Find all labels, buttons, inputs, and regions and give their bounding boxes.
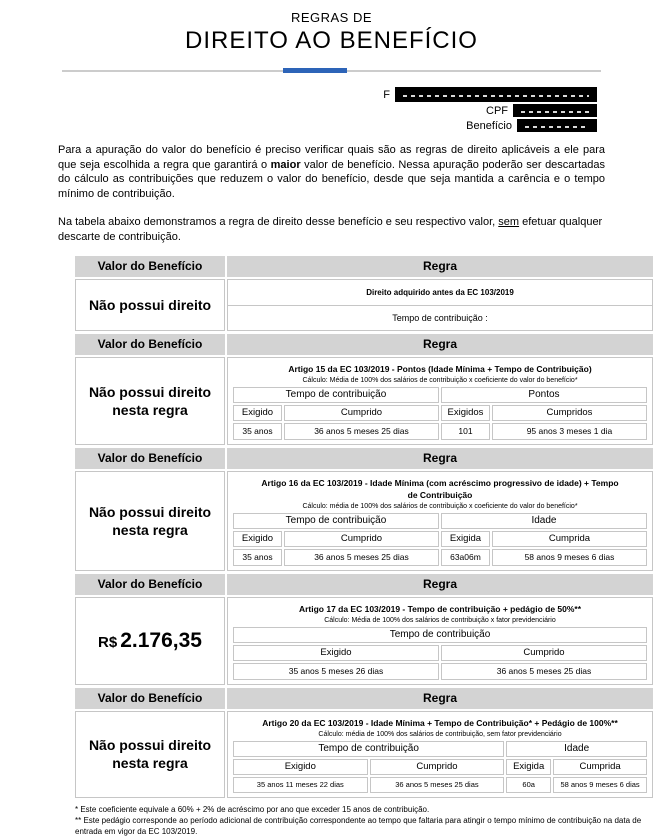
section-header (75, 448, 653, 469)
intro-2-text-after: efetuar qualquer descarte de contribuição. (58, 215, 603, 243)
criteria-value: 36 anos 5 meses 25 dias (284, 423, 439, 440)
criteria-col-header: Cumpridos (492, 405, 647, 421)
redacted-cpf-value (513, 104, 597, 117)
header-divider (62, 70, 601, 72)
criteria-value: 58 anos 9 meses 6 dias (553, 777, 647, 793)
criteria-table (231, 739, 649, 795)
criteria-col-header: Cumprido (370, 759, 505, 775)
rule-detail-cell (227, 357, 653, 445)
rule-section-artigo-16 (75, 448, 653, 571)
redacted-benefit-value (517, 119, 597, 132)
criteria-col-header: Exigida (506, 759, 551, 775)
currency-symbol: R$ (98, 634, 118, 652)
rule-calc-note: Cálculo: Média de 100% dos salários de contribuição x fator previdenciário (324, 616, 556, 624)
value-column-header: Valor do Benefício (75, 334, 225, 355)
benefit-value-cell: Não possui direito (75, 279, 225, 331)
criteria-value: 36 anos 5 meses 25 dias (441, 663, 647, 680)
value-column-header: Valor do Benefício (75, 256, 225, 277)
criteria-table (231, 625, 649, 682)
benefit-line (0, 119, 597, 132)
name-line (0, 87, 597, 102)
beneficiary-info (0, 87, 597, 132)
criteria-col-header: Exigidos (441, 405, 490, 421)
value-column-header: Valor do Benefício (75, 574, 225, 595)
rule-section-artigo-17 (75, 574, 653, 685)
redacted-name-value (395, 87, 597, 102)
rule-column-header: Regra (227, 334, 653, 355)
section-body (75, 471, 653, 571)
criteria-value: 58 anos 9 meses 6 dias (492, 549, 647, 566)
criteria-col-header: Exigido (233, 531, 282, 547)
footnote-pedagio: ** Este pedágio corresponde ao período adicional de contribuição correspondente ao tempo que faltaria para atingir o tempo mínimo de contribuição na data de entrada em vigor da EC 103/2019. (75, 816, 642, 837)
criteria-table (231, 385, 649, 442)
group-header: Idade (506, 741, 647, 757)
section-body (75, 279, 653, 331)
intro-2-underlined: sem (498, 215, 520, 228)
intro-1-text: Para a apuração do valor do benefício é preciso verificar quais são as regras de direito aplicáveis a ele para que seja escolhida a regra que garantirá o (58, 144, 605, 171)
intro-paragraph-2 (58, 215, 605, 244)
name-label: F (383, 88, 390, 101)
criteria-col-header: Cumprido (284, 531, 439, 547)
section-body (75, 357, 653, 445)
value-column-header: Valor do Benefício (75, 688, 225, 709)
rule-section-artigo-15 (75, 334, 653, 445)
benefit-value-cell: Não possui direito nesta regra (75, 471, 225, 571)
rule-column-header: Regra (227, 448, 653, 469)
rule-calc-note: Cálculo: Média de 100% dos salários de contribuição x coeficiente do valor do benefício* (302, 377, 578, 385)
document-header (0, 0, 663, 55)
rule-detail-cell (227, 279, 653, 331)
criteria-col-header: Exigido (233, 645, 439, 661)
criteria-value: 36 anos 5 meses 25 dias (370, 777, 505, 793)
benefit-value-cell (75, 597, 225, 685)
rule-section-artigo-20 (75, 688, 653, 798)
criteria-value: 63a06m (441, 549, 490, 566)
intro-paragraph-1 (58, 143, 605, 202)
section-body (75, 711, 653, 798)
rule-column-header: Regra (227, 256, 653, 277)
criteria-col-header: Cumprida (492, 531, 647, 547)
rules-table (75, 256, 653, 797)
criteria-col-header: Cumprido (284, 405, 439, 421)
document-subtitle: REGRAS DE (290, 10, 373, 25)
footnote-coefficient: * Este coeficiente equivale a 60% + 2% de acréscimo por ano que exceder 15 anos de contribuição. (75, 804, 430, 814)
amount-value: 2.176,35 (120, 629, 202, 653)
rule-column-header: Regra (227, 574, 653, 595)
criteria-value: 36 anos 5 meses 25 dias (284, 549, 439, 566)
criteria-col-header: Exigido (233, 405, 282, 421)
criteria-col-header: Cumprido (441, 645, 647, 661)
section-header (75, 256, 653, 277)
cpf-line (0, 104, 597, 117)
section-header (75, 688, 653, 709)
group-header: Tempo de contribuição (233, 513, 439, 529)
section-header (75, 334, 653, 355)
rule-calc-note: Cálculo: média de 100% dos salários de contribuição, sem fator previdenciário (318, 730, 562, 738)
criteria-value: 35 anos (233, 549, 282, 566)
criteria-value: 101 (441, 423, 490, 440)
criteria-table (231, 511, 649, 568)
rule-title: Artigo 20 da EC 103/2019 - Idade Mínima + Tempo de Contribuição* + Pedágio de 100%** (262, 717, 618, 728)
rule-title: Direito adquirido antes da EC 103/2019 (228, 280, 652, 306)
criteria-col-header: Exigida (441, 531, 490, 547)
rule-column-header: Regra (227, 688, 653, 709)
section-body (75, 597, 653, 685)
cpf-label: CPF (486, 104, 508, 117)
group-header: Tempo de contribuição (233, 387, 439, 403)
benefit-label: Benefício (466, 119, 512, 132)
criteria-value: 35 anos 11 meses 22 dias (233, 777, 368, 793)
rule-detail-cell (227, 597, 653, 685)
rule-subrow: Tempo de contribuição : (392, 313, 488, 324)
group-header: Idade (441, 513, 647, 529)
rule-title: Artigo 16 da EC 103/2019 - Idade Mínima (com acréscimo progressivo de idade) + Tempo de Contribuição (261, 478, 619, 501)
rule-section-direito-adquirido (75, 256, 653, 331)
divider-accent-bar (283, 68, 347, 73)
criteria-value: 35 anos 5 meses 26 dias (233, 663, 439, 680)
criteria-col-header: Exigido (233, 759, 368, 775)
criteria-value: 95 anos 3 meses 1 dia (492, 423, 647, 440)
value-column-header: Valor do Benefício (75, 448, 225, 469)
document-title: DIREITO AO BENEFÍCIO (185, 27, 478, 54)
rule-calc-note: Cálculo: média de 100% dos salários de contribuição x coeficiente do valor do benefício* (302, 503, 578, 511)
rule-title: Artigo 15 da EC 103/2019 - Pontos (Idade Mínima + Tempo de Contribuição) (288, 364, 592, 375)
benefit-value-cell: Não possui direito nesta regra (75, 357, 225, 445)
benefit-value-cell: Não possui direito nesta regra (75, 711, 225, 798)
rule-detail-cell (227, 471, 653, 571)
section-header (75, 574, 653, 595)
group-header: Tempo de contribuição (233, 741, 504, 757)
intro-1-bold: maior (270, 158, 301, 171)
rule-detail-cell (227, 711, 653, 798)
criteria-value: 60a (506, 777, 551, 793)
rule-title: Artigo 17 da EC 103/2019 - Tempo de contribuição + pedágio de 50%** (298, 604, 582, 615)
criteria-value: 35 anos (233, 423, 282, 440)
criteria-col-header: Cumprida (553, 759, 647, 775)
group-header: Tempo de contribuição (233, 627, 647, 643)
footnotes (75, 804, 653, 837)
group-header: Pontos (441, 387, 647, 403)
intro-1-text-after: valor de benefício. Nessa apuração poderão ser descartadas do cálculo as contribuições que reduzem o valor do benefício, desde que seja mantida a carência e o tempo mínimo de contribuição. (58, 158, 605, 201)
benefit-amount (98, 627, 202, 654)
intro-2-text: Na tabela abaixo demonstramos a regra de direito desse benefício e seu respectivo valor, (58, 215, 499, 228)
